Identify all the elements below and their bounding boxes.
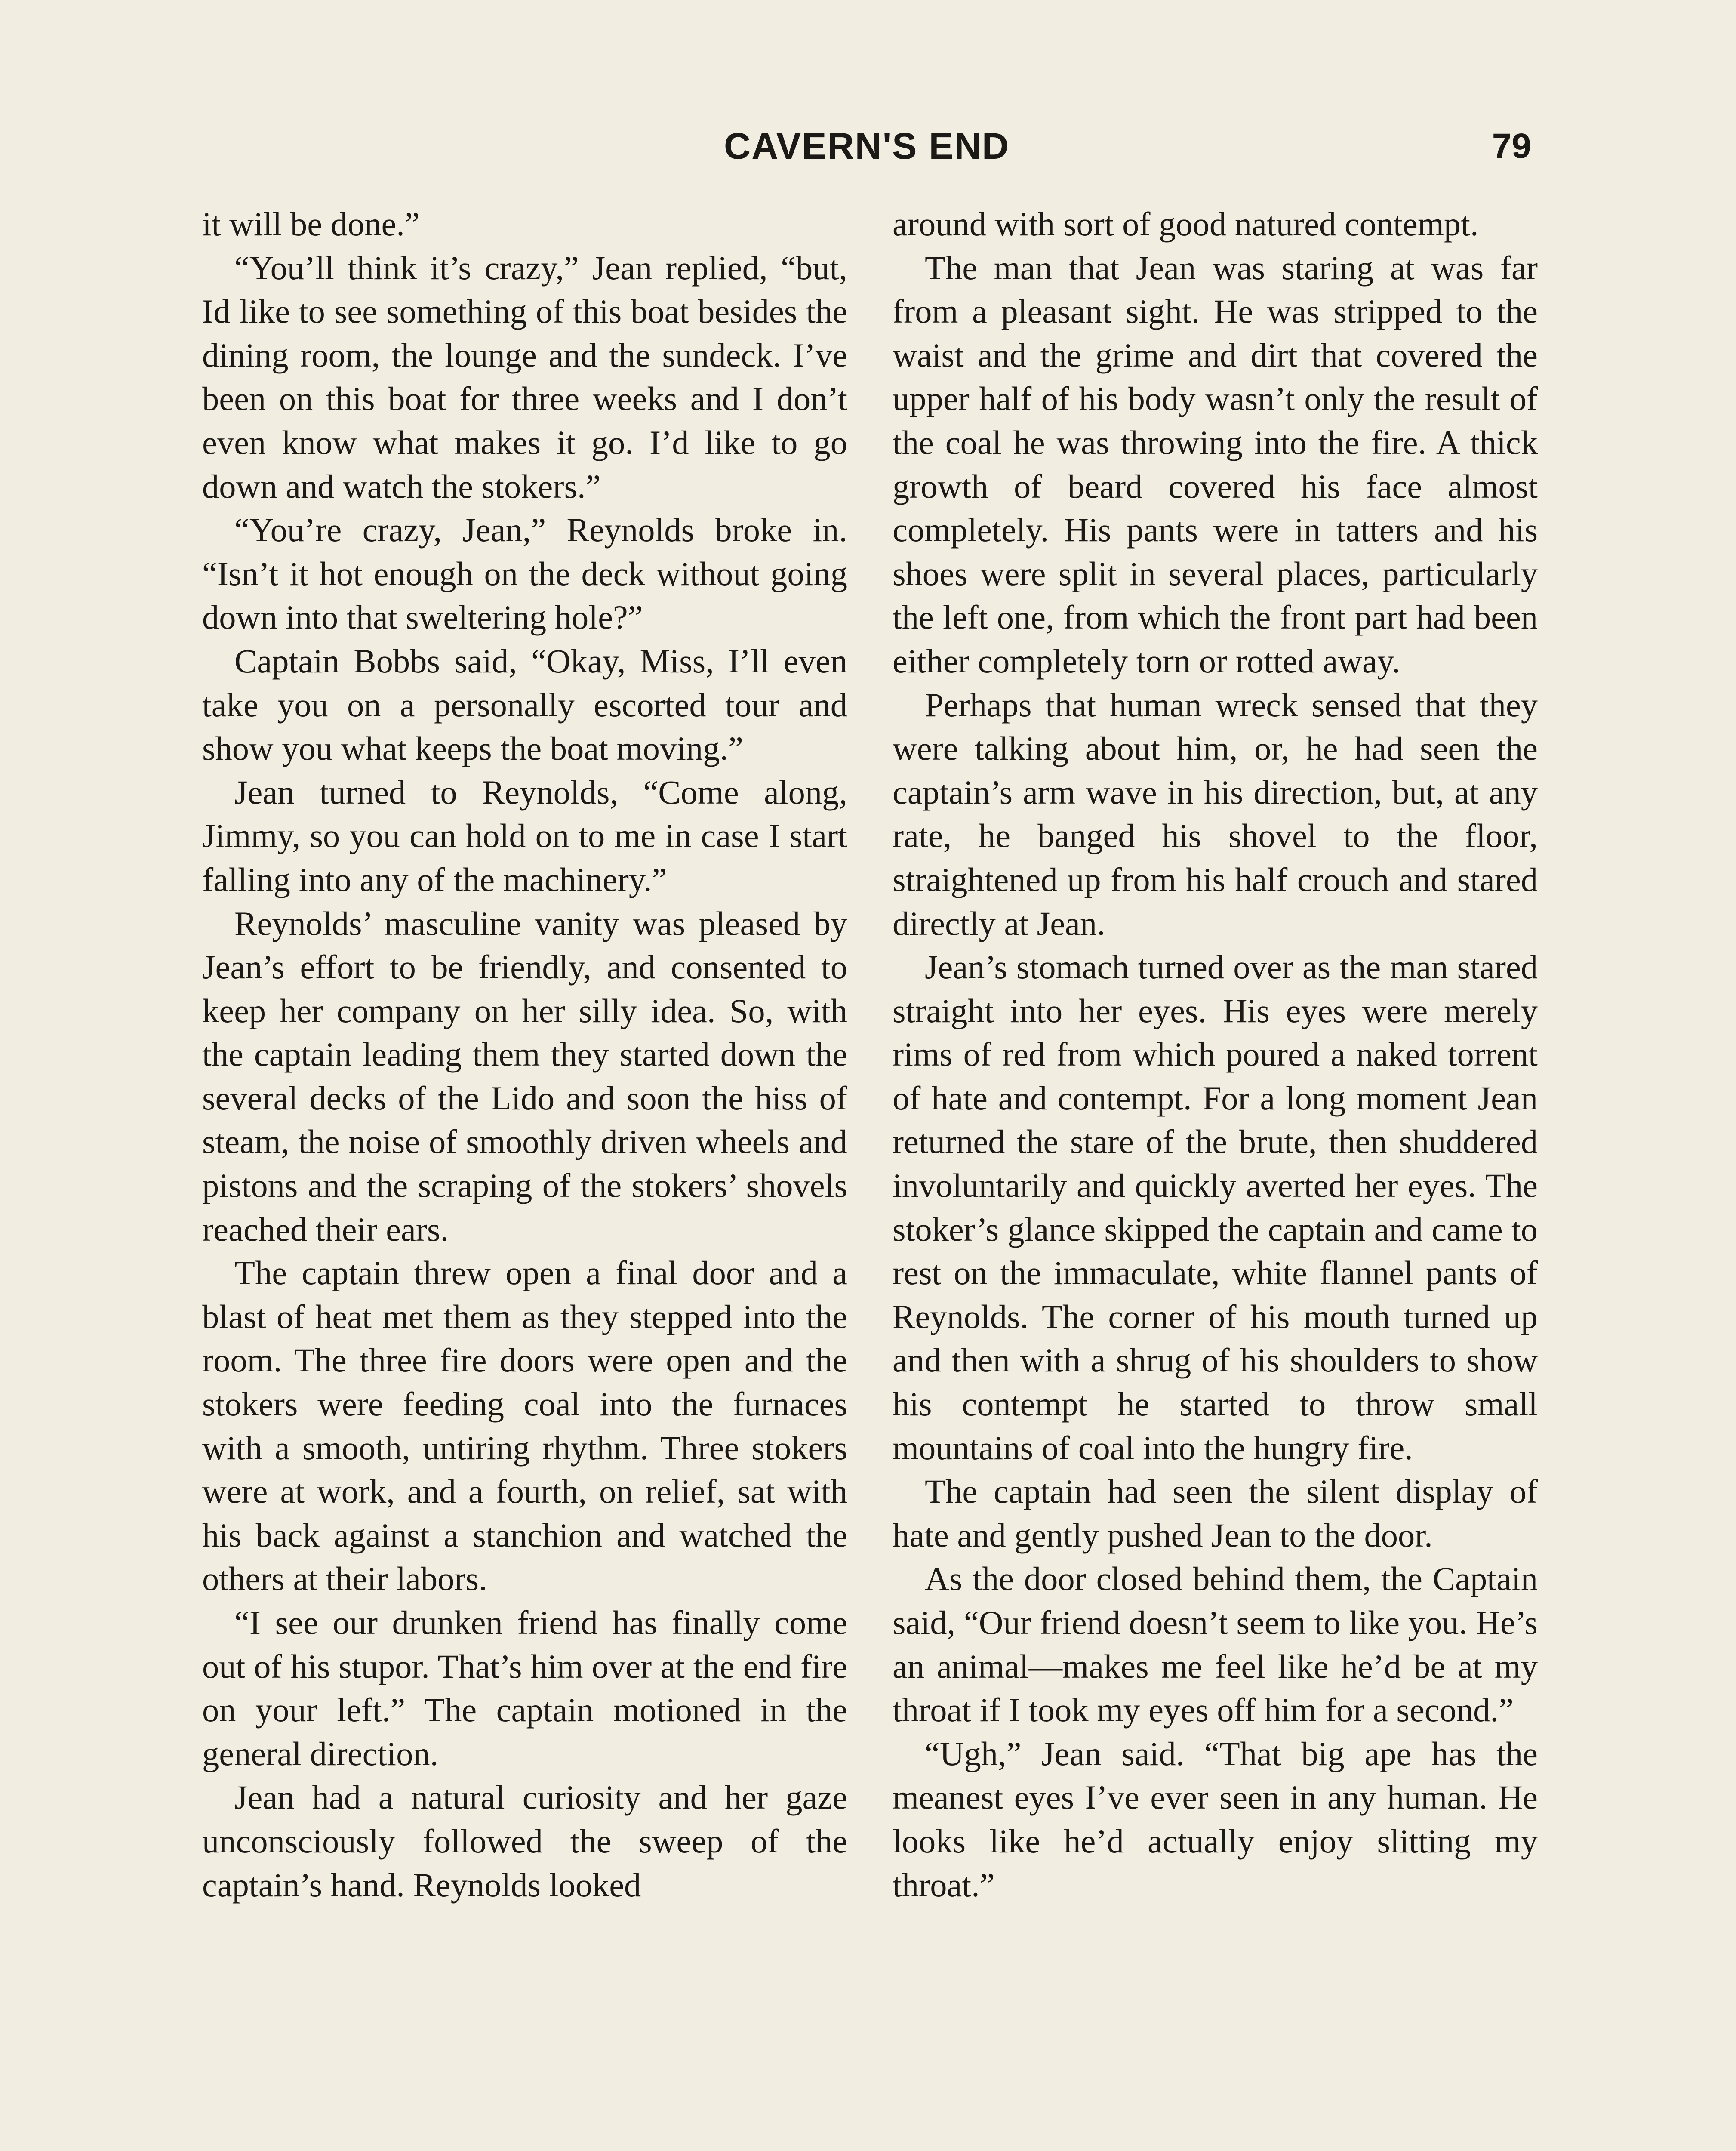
paragraph: Perhaps that human wreck sensed that they were talking about him, or, he had seen the captain’s arm wave in his direction, but, at any rate, he banged his shovel to the floor, straightened up from his half crouch and stared directly at Jean. (893, 686, 1538, 942)
paragraph: around with sort of good natured contempt. (893, 205, 1479, 243)
paragraph: Captain Bobbs said, “Okay, Miss, I’ll even take you on a personally escorted tour and show you what keeps the boat moving.” (202, 642, 847, 767)
running-title: CAVERN'S END (723, 126, 1010, 167)
paragraph: Jean turned to Reynolds, “Come along, Jimmy, so you can hold on to me in case I start falling into any of the machinery.” (202, 773, 847, 898)
paragraph: Jean’s stomach turned over as the man stared straight into her eyes. His eyes were merely rims of red from which poured a naked torrent of hate and contempt. For a long moment Jean returned the stare of the brute, then shuddered involuntarily and quickly averted her eyes. The stoker’s glance skipped the captain and came to rest on the immaculate, white flannel pants of Reynolds. The corner of his mouth turned up and then with a shrug of his shoulders to show his contempt he started to throw small mountains of coal into the hungry fire. (893, 948, 1538, 1467)
right-column (893, 202, 1538, 1907)
page-number: 79 (1492, 126, 1531, 166)
paragraph: The captain had seen the silent display of hate and gently pushed Jean to the door. (893, 1473, 1538, 1554)
paragraph: As the door closed behind them, the Captain said, “Our friend doesn’t seem to like you. He’s an animal—makes me feel like he’d be at my throat if I took my eyes off him for a second.” (893, 1560, 1538, 1729)
page-header (202, 116, 1531, 176)
paragraph: “You’re crazy, Jean,” Reynolds broke in. “Isn’t it hot enough on the deck without going down into that sweltering hole?” (202, 511, 847, 636)
paragraph: The man that Jean was staring at was far from a pleasant sight. He was stripped to the waist and the grime and dirt that covered the upper half of his body wasn’t only the result of the coal he was throwing into the fire. A thick growth of beard covered his face almost completely. His pants were in tatters and his shoes were split in several places, particularly the left one, from which the front part had been either completely torn or rotted away. (893, 249, 1538, 680)
paragraph: “Ugh,” Jean said. “That big ape has the meanest eyes I’ve ever seen in any human. He looks like he’d actually enjoy slitting my throat.” (893, 1735, 1538, 1904)
paragraph: “You’ll think it’s crazy,” Jean replied, “but, Id like to see something of this boat besides the dining room, the lounge and the sundeck. I’ve been on this boat for three weeks and I don’t even know what makes it go. I’d like to go down and watch the stokers.” (202, 249, 847, 505)
paragraph: Jean had a natural curiosity and her gaze unconsciously followed the sweep of the captain’s hand. Reynolds looked (202, 1778, 847, 1904)
left-column (202, 202, 847, 1907)
paragraph: “I see our drunken friend has finally come out of his stupor. That’s him over at the end fire on your left.” The captain motioned in the general direction. (202, 1604, 847, 1772)
paragraph: The captain threw open a final door and a blast of heat met them as they stepped into the room. The three fire doors were open and the stokers were feeding coal into the furnaces with a smooth, untiring rhythm. Three stokers were at work, and a fourth, on relief, sat with his back against a stanchion and watched the others at their labors. (202, 1254, 847, 1598)
paragraph: it will be done.” (202, 205, 420, 243)
paragraph: Reynolds’ masculine vanity was pleased by Jean’s effort to be friendly, and consented to keep her company on her silly idea. So, with the captain leading them they started down the several decks of the Lido and soon the hiss of steam, the noise of smoothly driven wheels and pistons and the scraping of the stokers’ shovels reached their ears. (202, 904, 847, 1248)
